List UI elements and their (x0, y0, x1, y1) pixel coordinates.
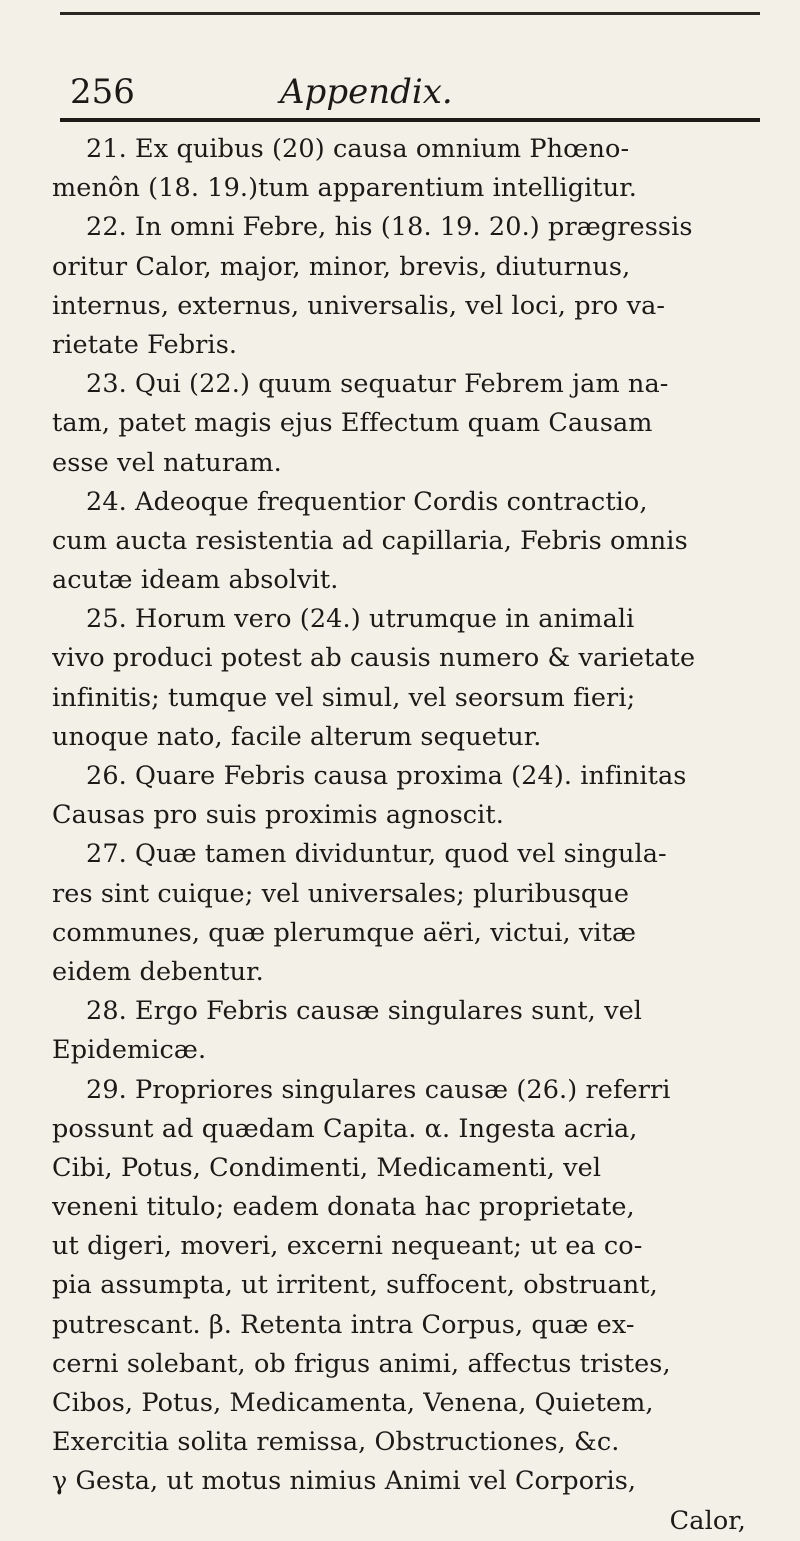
text-line: 23. Qui (22.) quum sequatur Febrem jam na- (86, 369, 669, 400)
running-title: Appendix. (280, 72, 453, 112)
text-line: cerni solebant, ob frigus animi, affectus tristes, (52, 1348, 671, 1379)
text-line: 29. Propriores singulares causæ (26.) referri (86, 1074, 671, 1105)
text-line: esse vel naturam. (52, 447, 282, 478)
text-line: 27. Quæ tamen dividuntur, quod vel singula- (86, 839, 667, 870)
text-line: communes, quæ plerumque aëri, victui, vitæ (52, 917, 637, 948)
text-line: res sint cuique; vel universales; pluribusque (52, 878, 630, 909)
text-line: Epidemicæ. (52, 1035, 207, 1066)
text-line: vivo produci potest ab causis numero & varietate (52, 643, 696, 674)
text-line: 21. Ex quibus (20) causa omnium Phœno- (86, 134, 630, 164)
text-line: Causas pro suis proximis agnoscit. (52, 800, 504, 831)
text-line: γ Gesta, ut motus nimius Animi vel Corporis, (52, 1466, 637, 1497)
text-line: eidem debentur. (52, 956, 264, 987)
text-line: tam, patet magis ejus Effectum quam Causam (52, 408, 653, 439)
text-line: 24. Adeoque frequentior Cordis contractio, (86, 486, 648, 517)
text-line: 26. Quare Febris causa proxima (24). infinitas (86, 761, 687, 791)
text-line: 25. Horum vero (24.) utrumque in animali (86, 604, 635, 635)
text-line: Exercitia solita remissa, Obstructiones, &c. (52, 1427, 620, 1458)
text-line: pia assumpta, ut irritent, suffocent, obstruant, (52, 1270, 658, 1301)
text-line: unoque nato, facile alterum sequetur. (52, 721, 542, 752)
text-line: possunt ad quædam Capita. α. Ingesta acria, (52, 1113, 638, 1144)
text-line: menôn (18. 19.)tum apparentium intelligitur. (52, 173, 637, 204)
top-edge-rule (60, 12, 760, 15)
text-line: veneni titulo; eadem donata hac proprietate, (52, 1192, 635, 1223)
catchword: Calor, (669, 1505, 746, 1536)
text-line: Cibi, Potus, Condimenti, Medicamenti, vel (52, 1152, 602, 1183)
text-line: infinitis; tumque vel simul, vel seorsum fieri; (52, 682, 636, 713)
text-line: internus, externus, universalis, vel loci, pro va- (52, 290, 666, 321)
text-line: Cibos, Potus, Medicamenta, Venena, Quietem, (52, 1388, 654, 1418)
text-line: cum aucta resistentia ad capillaria, Febris omnis (52, 525, 688, 556)
text-line: oritur Calor, major, minor, brevis, diuturnus, (52, 251, 631, 282)
text-line: 22. In omni Febre, his (18. 19. 20.) prægressis (86, 212, 693, 243)
page-number: 256 (70, 72, 135, 112)
body-text (52, 130, 760, 1541)
header-rule (60, 118, 760, 122)
text-line: ut digeri, moveri, excerni nequeant; ut ea co- (52, 1231, 643, 1262)
text-line: rietate Febris. (52, 329, 238, 360)
text-line: acutæ ideam absolvit. (52, 565, 339, 596)
text-line: putrescant. β. Retenta intra Corpus, quæ ex- (52, 1309, 635, 1340)
text-line: 28. Ergo Febris causæ singulares sunt, vel (86, 996, 643, 1027)
page-header (60, 72, 740, 112)
